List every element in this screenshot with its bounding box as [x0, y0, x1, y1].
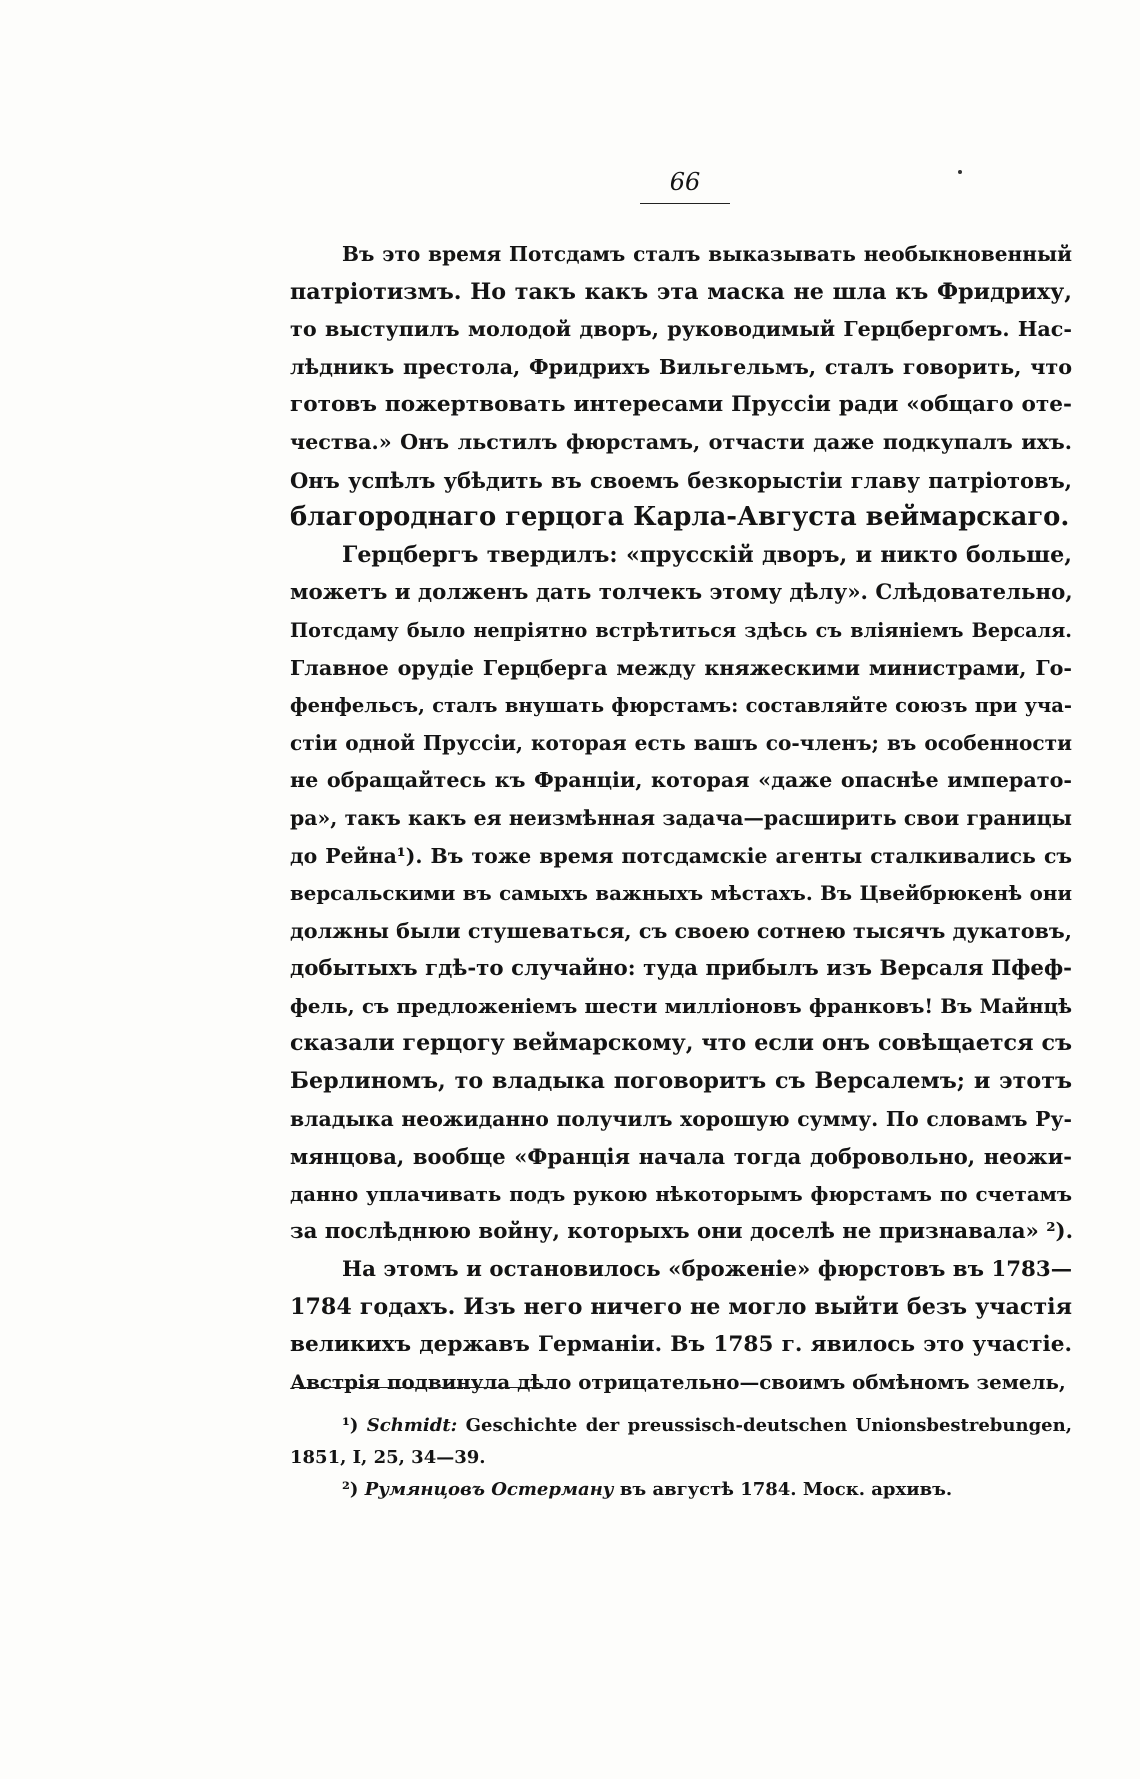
- text-line: то выступилъ молодой дворъ, руководимый Герцбергомъ. Нас-: [290, 317, 1072, 342]
- text-line: версальскими въ самыхъ важныхъ мѣстахъ. Въ Цвейбрюкенѣ они: [290, 881, 1072, 906]
- text-line: мянцова, вообще «Франція начала тогда добровольно, неожи-: [290, 1144, 1072, 1170]
- footnotes: [290, 1410, 1072, 1506]
- text-line: ра», такъ какъ ея неизмѣнная задача—расширить свои границы: [290, 805, 1072, 830]
- text-line: стіи одной Пруссіи, которая есть вашъ со-членъ; въ особенности: [290, 730, 1072, 755]
- footnote-rule: [292, 1387, 555, 1388]
- text-line: Австрія подвинула дѣло отрицательно—своимъ обмѣномъ земель,: [290, 1369, 1066, 1394]
- text-line: фенфельсъ, сталъ внушать фюрстамъ: составляйте союзъ при уча-: [290, 694, 1072, 718]
- text-line: сказали герцогу веймарскому, что если онъ совѣщается съ: [290, 1030, 1072, 1057]
- text-line: патріотизмъ. Но такъ какъ эта маска не шла къ Фридриху,: [290, 278, 1072, 305]
- text-line: фель, съ предложеніемъ шести милліоновъ франковъ! Въ Майнцѣ: [290, 993, 1072, 1018]
- text-line: Берлиномъ, то владыка поговоритъ съ Версалемъ; и этотъ: [290, 1068, 1072, 1095]
- text-line: великихъ державъ Германіи. Въ 1785 г. явилось это участіе.: [290, 1332, 1072, 1358]
- paragraph-1: [290, 236, 1072, 537]
- text-line: лѣдникъ престола, Фридрихъ Вильгельмъ, сталъ говорить, что: [290, 354, 1072, 379]
- page-number-rule: [640, 203, 730, 204]
- footnote-text: въ августѣ 1784. Моск. архивъ.: [619, 1479, 953, 1500]
- footnote-author: Румянцовъ Остерману: [364, 1479, 614, 1500]
- footnote-1: [290, 1410, 1072, 1474]
- text-line: добытыхъ гдѣ-то случайно: туда прибылъ изъ Версаля Пфеф-: [290, 956, 1072, 982]
- text-line: не обращайтесь къ Франціи, которая «даже опаснѣе императо-: [290, 768, 1072, 793]
- text-line: владыка неожиданно получилъ хорошую сумму. По словамъ Ру-: [290, 1106, 1072, 1131]
- print-speck: [958, 170, 962, 174]
- text-line: данно уплачивать подъ рукою нѣкоторымъ фюрстамъ по счетамъ: [290, 1181, 1072, 1206]
- page-number: 66: [669, 168, 701, 196]
- footnote-2: [290, 1474, 1072, 1506]
- text-line: за послѣднюю войну, которыхъ они доселѣ не признавала» ²).: [290, 1219, 1074, 1245]
- text-line: должны были стушеваться, съ своею сотнею тысячъ дукатовъ,: [290, 918, 1072, 943]
- footnote-marker: ¹): [342, 1415, 359, 1436]
- paragraph-3: [290, 1251, 1072, 1401]
- text-line: 1784 годахъ. Изъ него ничего не могло выйти безъ участія: [290, 1293, 1072, 1320]
- footnote-marker: ²): [342, 1479, 359, 1500]
- paragraph-2: [290, 537, 1072, 1251]
- text-line: На этомъ и остановилось «броженіе» фюрстовъ въ 1783—: [342, 1257, 1072, 1283]
- footnote-text: Geschichte der preussisch-deutschen Unionsbestrebungen,: [465, 1415, 1072, 1436]
- text-line: Герцбергъ твердилъ: «прусскій дворъ, и никто больше,: [342, 541, 1072, 568]
- text-line: Онъ успѣлъ убѣдить въ своемъ безкорыстіи главу патріотовъ,: [290, 467, 1072, 493]
- text-line: можетъ и долженъ дать толчекъ этому дѣлу». Слѣдовательно,: [290, 580, 1073, 606]
- text-line: благороднаго герцога Карла-Августа веймарскаго.: [290, 502, 1070, 533]
- footnote-line: 1851, I, 25, 34—39.: [290, 1447, 486, 1468]
- text-line: чества.» Онъ льстилъ фюрстамъ, отчасти даже подкупалъ ихъ.: [290, 429, 1072, 454]
- footnote-author: Schmidt:: [366, 1415, 458, 1436]
- text-line: Главное орудіе Герцберга между княжескими министрами, Го-: [290, 655, 1072, 680]
- body-text: [290, 236, 1072, 1401]
- text-line: до Рейна¹). Въ тоже время потсдамскіе агенты сталкивались съ: [290, 843, 1072, 868]
- footnote-line: [290, 1474, 1072, 1506]
- text-line: Въ это время Потсдамъ сталъ выказывать необыкновенный: [342, 242, 1072, 266]
- text-line: готовъ пожертвовать интересами Пруссіи ради «общаго оте-: [290, 392, 1072, 418]
- text-line: Потсдаму было непріятно встрѣтиться здѣсь съ вліяніемъ Версаля.: [290, 618, 1072, 642]
- footnote-line: [290, 1410, 1072, 1442]
